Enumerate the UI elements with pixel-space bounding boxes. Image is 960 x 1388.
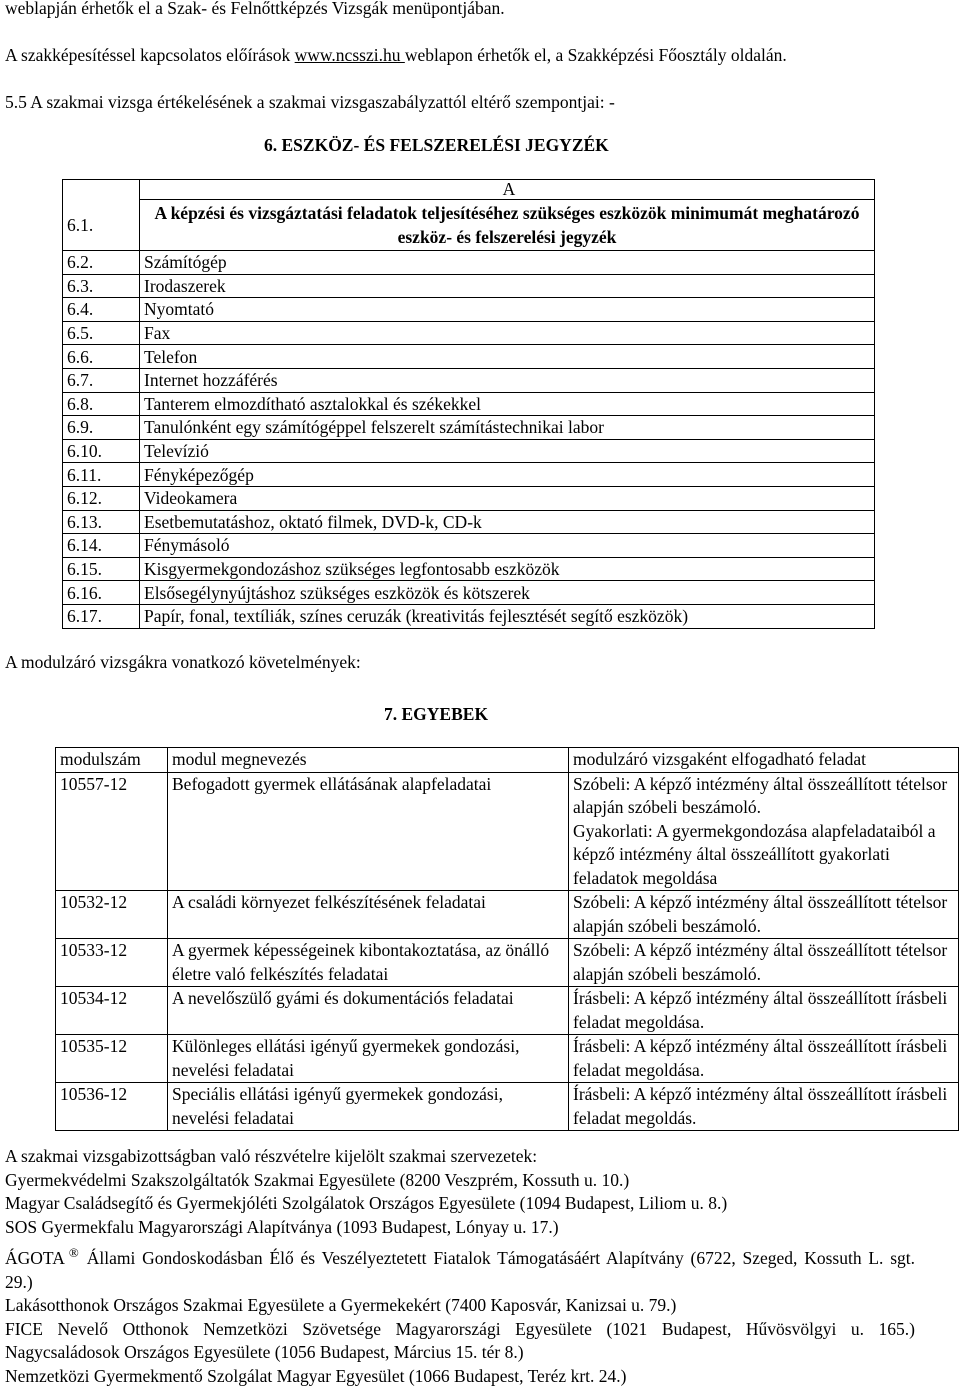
equipment-row [63, 604, 875, 628]
organizations-intro: A szakmai vizsgabizottságban való részvételre kijelölt szakmai szervezetek: [5, 1145, 915, 1169]
module-task-practical: Gyakorlati: A gyermekgondozása alapfeladataiból a képző intézmény által összeállított gyakorlati feladatok megoldása [573, 820, 954, 891]
module-row [56, 772, 959, 891]
equipment-item-number: 6.14. [63, 534, 140, 558]
organization-2: Magyar Családsegítő és Gyermekjóléti Szolgálatok Országos Egyesülete (1094 Budapest, Liliom u. 8.) [5, 1192, 915, 1216]
organization-4 [5, 1247, 915, 1294]
module-task: Írásbeli: A képző intézmény által összeállított írásbeli feladat megoldás. [573, 1083, 954, 1130]
module-row [56, 1035, 959, 1083]
equipment-column-header: A [140, 180, 875, 200]
module-name: A családi környezet felkészítésének feladatai [168, 891, 569, 939]
module-task: Szóbeli: A képző intézmény által összeállított tételsor alapján szóbeli beszámoló. [573, 773, 954, 820]
equipment-item-text: Tanterem elmozdítható asztalokkal és székekkel [140, 392, 875, 416]
equipment-title-row [63, 200, 875, 251]
equipment-item-number: 6.6. [63, 345, 140, 369]
module-header-code: modulszám [56, 748, 168, 773]
equipment-row [63, 463, 875, 487]
equipment-row [63, 345, 875, 369]
equipment-item-number: 6.13. [63, 510, 140, 534]
module-task-cell [569, 939, 959, 987]
intro-line-2-pre: A szakképesítéssel kapcsolatos előírások [5, 45, 295, 65]
organization-4-rest: Állami Gondoskodásban Élő és Veszélyeztetett Fiatalok Támogatásáért Alapítvány (6722, Szeged, Kossuth L. sgt. 29.) [5, 1248, 915, 1292]
equipment-item-number: 6.12. [63, 486, 140, 510]
equipment-items [63, 251, 875, 629]
intro-line-3: 5.5 A szakmai vizsga értékelésének a szakmai vizsgaszabályzattól eltérő szempontjai: - [5, 91, 615, 115]
equipment-item-number: 6.17. [63, 604, 140, 628]
equipment-item-number: 6.15. [63, 557, 140, 581]
section-7-heading: 7. EGYEBEK [384, 703, 488, 727]
equipment-row [63, 321, 875, 345]
equipment-item-number: 6.3. [63, 274, 140, 298]
module-name: A gyermek képességeinek kibontakoztatása, az önálló életre való felkészítés feladatai [168, 939, 569, 987]
equipment-row [63, 368, 875, 392]
equipment-item-text: Fénymásoló [140, 534, 875, 558]
organization-5: Lakásotthonok Országos Szakmai Egyesülete a Gyermekekért (7400 Kaposvár, Kanizsai u. 79.) [5, 1294, 915, 1318]
module-code: 10557-12 [56, 772, 168, 891]
module-code: 10532-12 [56, 891, 168, 939]
intro-line-1: weblapján érhetők el a Szak- és Felnőttképzés Vizsgák menüpontjában. [5, 0, 505, 21]
module-rows [56, 772, 959, 1131]
registered-mark: ® [69, 1245, 79, 1260]
module-name: Különleges ellátási igényű gyermekek gondozási, nevelési feladatai [168, 1035, 569, 1083]
equipment-column-header-row [63, 180, 875, 200]
equipment-row [63, 557, 875, 581]
module-task-cell [569, 1083, 959, 1131]
equipment-item-number: 6.10. [63, 439, 140, 463]
organization-6: FICE Nevelő Otthonok Nemzetközi Szövetsége Magyarországi Egyesülete (1021 Budapest, Hűvösvölgyi u. 165.) Nagycsaládosok Országos Egyesülete (1056 Budapest, Március 15. tér 8.) [5, 1318, 915, 1365]
module-name: Befogadott gyermek ellátásának alapfeladatai [168, 772, 569, 891]
equipment-item-number: 6.7. [63, 368, 140, 392]
equipment-item-text: Számítógép [140, 251, 875, 275]
organization-3: SOS Gyermekfalu Magyarországi Alapítványa (1093 Budapest, Lónyay u. 17.) [5, 1216, 915, 1240]
equipment-title: A képzési és vizsgáztatási feladatok teljesítéséhez szükséges eszközök minimumát meghatározó eszköz- és felszerelési jegyzék [140, 200, 875, 251]
organization-1: Gyermekvédelmi Szakszolgáltatók Szakmai Egyesülete (8200 Veszprém, Kossuth u. 10.) [5, 1169, 915, 1193]
organizations [5, 1145, 915, 1388]
module-row [56, 939, 959, 987]
equipment-row [63, 486, 875, 510]
equipment-item-text: Telefon [140, 345, 875, 369]
module-task: Szóbeli: A képző intézmény által összeállított tételsor alapján szóbeli beszámoló. [573, 939, 954, 986]
module-row [56, 987, 959, 1035]
module-code: 10534-12 [56, 987, 168, 1035]
organization-4-name: ÁGOTA [5, 1248, 65, 1268]
equipment-item-number: 6.9. [63, 416, 140, 440]
equipment-title-number: 6.1. [63, 200, 140, 251]
module-name: A nevelőszülő gyámi és dokumentációs feladatai [168, 987, 569, 1035]
equipment-item-text: Fax [140, 321, 875, 345]
equipment-item-text: Videokamera [140, 486, 875, 510]
module-task-cell [569, 891, 959, 939]
equipment-row [63, 439, 875, 463]
section-6-heading: 6. ESZKÖZ- ÉS FELSZERELÉSI JEGYZÉK [264, 134, 609, 158]
organization-7: Nemzetközi Gyermekmentő Szolgálat Magyar Egyesület (1066 Budapest, Teréz krt. 24.) [5, 1365, 915, 1388]
module-task: Írásbeli: A képző intézmény által összeállított írásbeli feladat megoldása. [573, 1035, 954, 1082]
module-name: Speciális ellátási igényű gyermekek gondozási, nevelési feladatai [168, 1083, 569, 1131]
module-code: 10535-12 [56, 1035, 168, 1083]
equipment-item-number: 6.2. [63, 251, 140, 275]
equipment-item-text: Fényképezőgép [140, 463, 875, 487]
equipment-item-text: Irodaszerek [140, 274, 875, 298]
intro-line-2-post: weblapon érhetők el, a Szakképzési Főosztály oldalán. [405, 45, 787, 65]
equipment-item-text: Televízió [140, 439, 875, 463]
equipment-item-text: Nyomtató [140, 298, 875, 322]
equipment-row [63, 274, 875, 298]
equipment-header-empty [63, 180, 140, 200]
equipment-item-number: 6.11. [63, 463, 140, 487]
equipment-row [63, 298, 875, 322]
equipment-item-number: 6.16. [63, 581, 140, 605]
module-row [56, 891, 959, 939]
equipment-row [63, 416, 875, 440]
module-row [56, 1083, 959, 1131]
equipment-item-text: Kisgyermekgondozáshoz szükséges legfontosabb eszközök [140, 557, 875, 581]
module-code: 10536-12 [56, 1083, 168, 1131]
equipment-item-text: Papír, fonal, textíliák, színes ceruzák (kreativitás fejlesztését segítő eszközök) [140, 604, 875, 628]
module-header-task: modulzáró vizsgaként elfogadható feladat [569, 748, 959, 773]
equipment-item-text: Tanulónként egy számítógéppel felszerelt számítástechnikai labor [140, 416, 875, 440]
equipment-row [63, 510, 875, 534]
module-header-name: modul megnevezés [168, 748, 569, 773]
equipment-table [62, 179, 875, 629]
equipment-item-text: Esetbemutatáshoz, oktató filmek, DVD-k, CD-k [140, 510, 875, 534]
equipment-item-number: 6.5. [63, 321, 140, 345]
module-task-cell [569, 1035, 959, 1083]
module-task: Szóbeli: A képző intézmény által összeállított tételsor alapján szóbeli beszámoló. [573, 891, 954, 938]
equipment-row [63, 581, 875, 605]
equipment-row [63, 534, 875, 558]
module-code: 10533-12 [56, 939, 168, 987]
intro-line-2 [5, 44, 787, 68]
equipment-row [63, 392, 875, 416]
module-task-cell [569, 987, 959, 1035]
equipment-item-text: Elsősegélynyújtáshoz szükséges eszközök és kötszerek [140, 581, 875, 605]
ncsszi-link[interactable]: www.ncsszi.hu [295, 45, 405, 65]
equipment-item-text: Internet hozzáférés [140, 368, 875, 392]
equipment-item-number: 6.8. [63, 392, 140, 416]
equipment-row [63, 251, 875, 275]
module-table [55, 747, 959, 1131]
module-task: Írásbeli: A képző intézmény által összeállított írásbeli feladat megoldása. [573, 987, 954, 1034]
module-header-row [56, 748, 959, 773]
equipment-item-number: 6.4. [63, 298, 140, 322]
module-task-cell [569, 772, 959, 891]
modular-requirements-text: A modulzáró vizsgákra vonatkozó követelmények: [5, 651, 361, 675]
